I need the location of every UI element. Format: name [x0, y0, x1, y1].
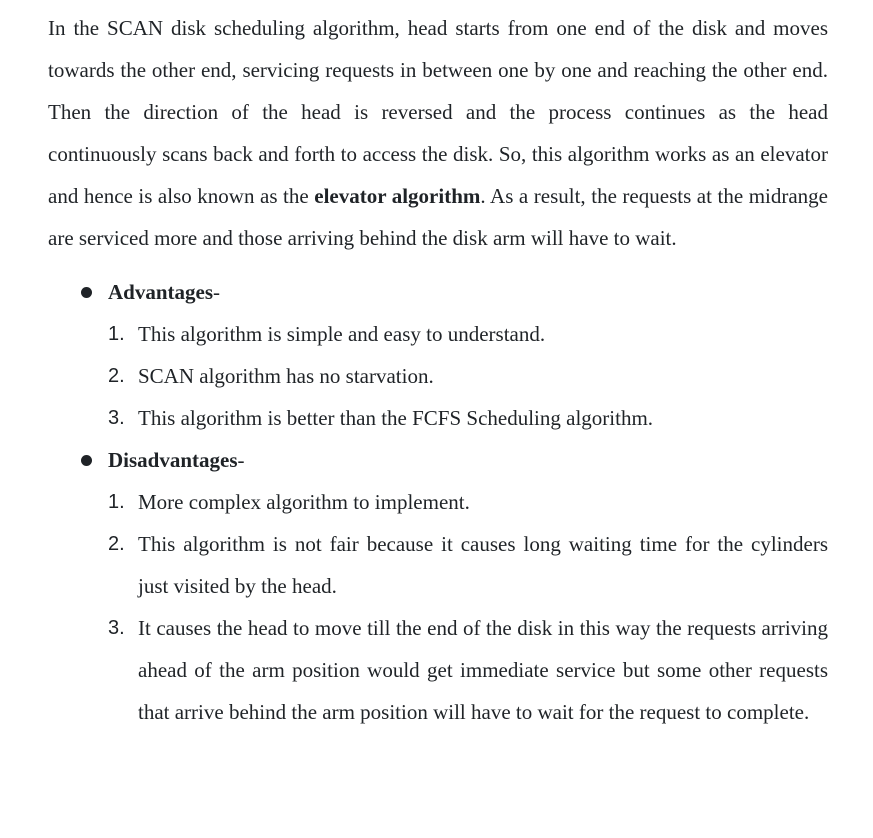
disadvantages-section: [48, 439, 828, 733]
disadvantage-item: [108, 523, 828, 607]
advantage-number: 2.: [108, 365, 125, 387]
advantage-item: [108, 313, 828, 355]
advantages-section: [48, 271, 828, 439]
disadvantage-item: [108, 607, 828, 733]
disadvantage-item: [108, 481, 828, 523]
disadvantage-number: 1.: [108, 491, 125, 513]
intro-bold-term: elevator algorithm: [314, 184, 481, 208]
pros-cons-list: [48, 271, 828, 733]
intro-paragraph: [48, 7, 828, 259]
intro-text-before: In the SCAN disk scheduling algorithm, head starts from one end of the disk and moves towards the other end, servicing requests in between one by one and reaching the other end. Then the direction of the head is reversed and the process continues as the head continuously scans back and forth to access the disk. So, this algorithm works as an elevator and hence is also known as the: [48, 16, 828, 208]
advantage-text: This algorithm is simple and easy to understand.: [138, 322, 546, 346]
disadvantages-title: Disadvantages: [108, 448, 238, 472]
advantage-number: 3.: [108, 407, 125, 429]
bullet-dot-icon: [81, 287, 92, 298]
advantages-title: Advantages: [108, 280, 214, 304]
disadvantage-number: 3.: [108, 617, 125, 639]
advantage-text: This algorithm is better than the FCFS Scheduling algorithm.: [138, 406, 654, 430]
advantages-list: [108, 313, 828, 439]
advantages-dash: -: [213, 280, 221, 304]
disadvantage-text: This algorithm is not fair because it causes long waiting time for the cylinders just visited by the head.: [138, 532, 828, 598]
disadvantages-dash: -: [237, 448, 245, 472]
advantage-item: [108, 355, 828, 397]
advantage-item: [108, 397, 828, 439]
disadvantage-number: 2.: [108, 533, 125, 555]
bullet-dot-icon: [81, 455, 92, 466]
intro-text-after: . As a result, the requests at the midrange are serviced more and those arriving behind the disk arm will have to wait.: [48, 184, 828, 250]
disadvantages-list: [108, 481, 828, 733]
disadvantage-text: It causes the head to move till the end of the disk in this way the requests arriving ahead of the arm position would get immediate service but some other requests that arrive behind the arm position will have to wait for the request to complete.: [138, 616, 828, 724]
advantage-number: 1.: [108, 323, 125, 345]
advantages-heading: [108, 271, 828, 313]
disadvantages-heading: [108, 439, 828, 481]
disadvantage-text: More complex algorithm to implement.: [138, 490, 470, 514]
advantage-text: SCAN algorithm has no starvation.: [138, 364, 434, 388]
